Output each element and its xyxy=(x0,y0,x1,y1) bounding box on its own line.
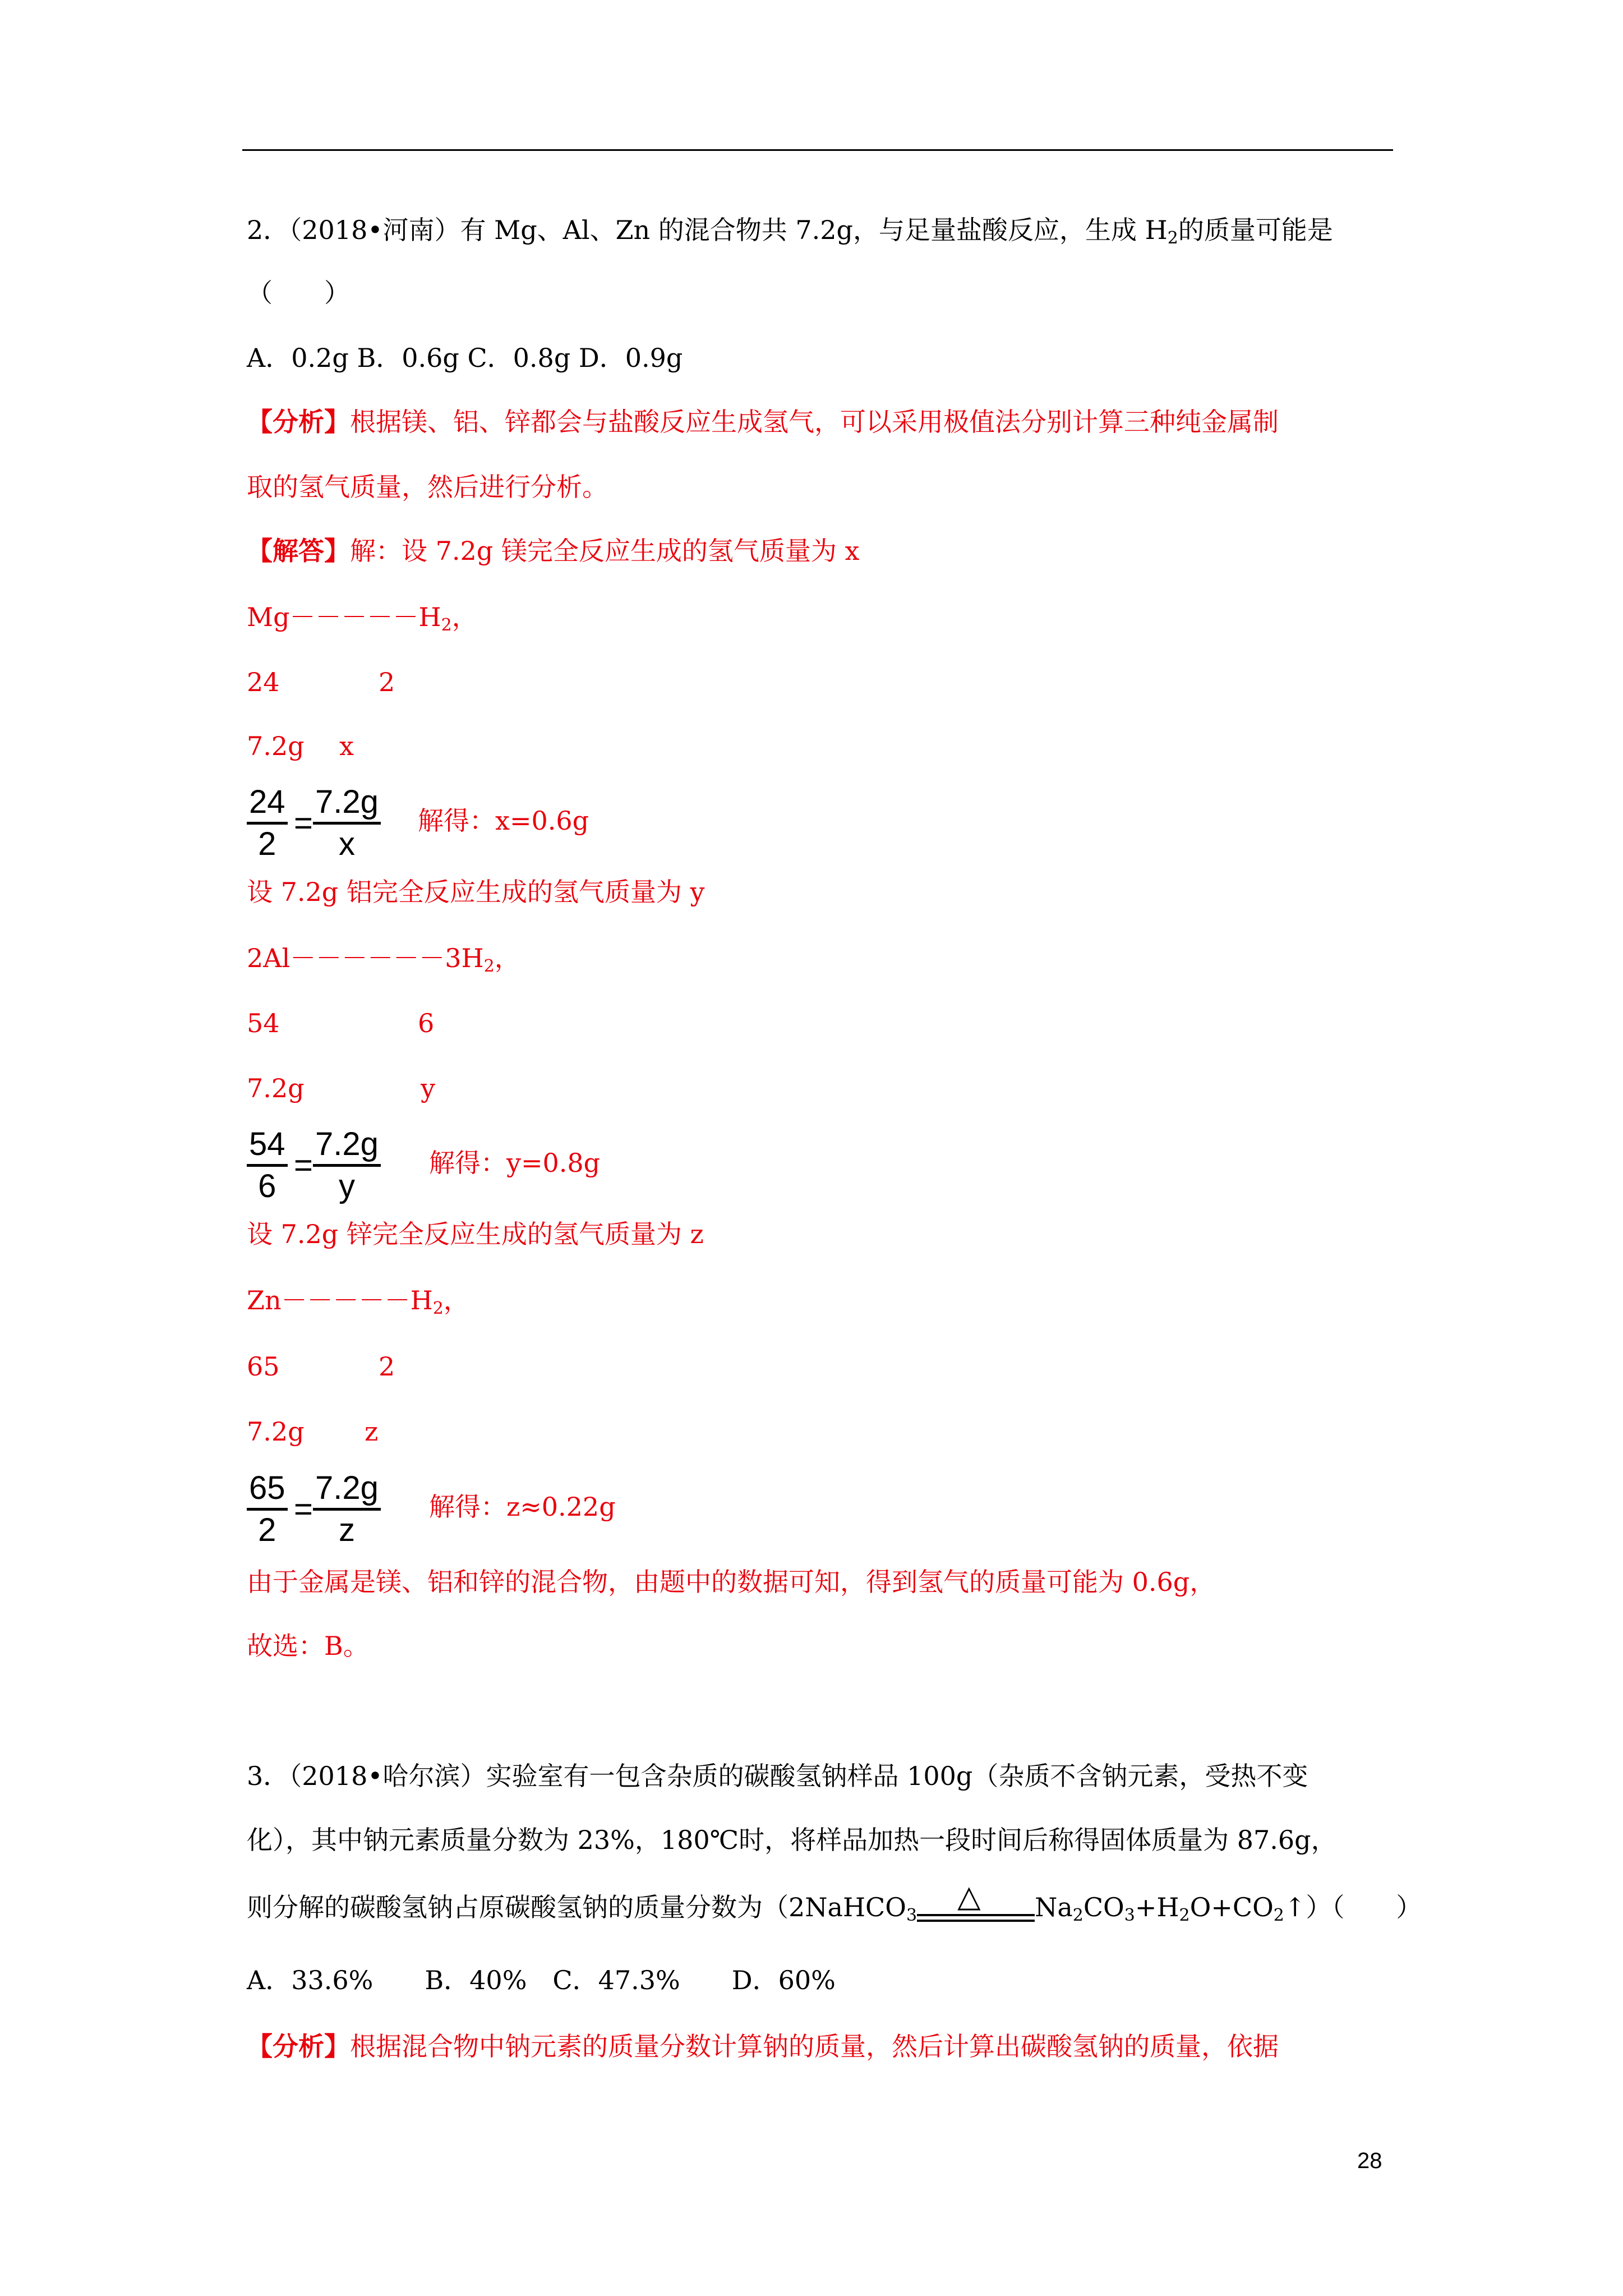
q2-options: A．0.2g B．0.6g C．0.8g D．0.9g xyxy=(247,343,683,373)
zn-ratio-row1: 65 2 xyxy=(247,1351,395,1382)
q3-stem-line2: 化），其中钠元素质量分数为 23%，180℃时，将样品加热一段时间后称得固体质量为 87.6g， xyxy=(247,1825,1337,1855)
q2-analysis-line1: 【分析】根据镁、铝、锌都会与盐酸反应生成氢气，可以采用极值法分别计算三种纯金属制 xyxy=(247,407,1279,437)
q2-conclusion: 由于金属是镁、铝和锌的混合物，由题中的数据可知，得到氢气的质量可能为 0.6g， xyxy=(247,1567,1216,1597)
q3-options: A．33.6% B．40% C．47.3% D．60% xyxy=(247,1965,836,1995)
al-ratio-row2: 7.2g y xyxy=(247,1073,435,1103)
mg-equation: $Mg-----H_2$， xyxy=(247,602,478,635)
heat-condition-arrow: △ xyxy=(917,1893,1035,1926)
mg-ratio-row2: 7.2g x xyxy=(247,731,354,761)
page-number: 28 xyxy=(1357,2148,1382,2173)
zn-solution: 解得：z≈0.22g xyxy=(429,1492,616,1522)
mg-ratio-row1: 24 2 xyxy=(247,667,395,697)
q2-answer-paren: （ ） xyxy=(247,278,350,308)
mg-solution: 解得：x=0.6g xyxy=(418,806,589,836)
q2-stem-line1: 2．（2018•河南）有 Mg、Al、Zn 的混合物共 7.2g，与足量盐酸反应，生成 $H_2$的质量可能是 xyxy=(247,215,1333,248)
q2-answer-line1: 【解答】解：设 7.2g 镁完全反应生成的氢气质量为 x xyxy=(247,536,860,566)
header-rule xyxy=(242,149,1393,151)
zn-equation: $Zn-----H_2$， xyxy=(247,1285,469,1318)
al-solution: 解得：y=0.8g xyxy=(429,1148,601,1178)
zn-ratio-row2: 7.2g z xyxy=(247,1416,379,1447)
q2-analysis-line2: 取的氢气质量，然后进行分析。 xyxy=(247,472,608,502)
q3-analysis-line1: 【分析】根据混合物中钠元素的质量分数计算钠的质量，然后计算出碳酸氢钠的质量，依据 xyxy=(247,2031,1279,2062)
q3-stem-line1: 3．（2018•哈尔滨）实验室有一包含杂质的碳酸氢钠样品 100g（杂质不含钠元素，受热不变 xyxy=(247,1761,1308,1791)
al-setup: 设 7.2g 铝完全反应生成的氢气质量为 y xyxy=(247,877,705,907)
al-ratio-row1: 54 6 xyxy=(247,1008,435,1038)
q2-choice: 故选：B。 xyxy=(247,1631,369,1661)
q3-stem-line3: 则分解的碳酸氢钠占原碳酸氢钠的质量分数为（2NaHCO$_3$ △ $Na_2CO_3+H_2O+CO_2↑$）（ ） xyxy=(247,1879,1422,1925)
al-equation: $2Al------3H_2$， xyxy=(247,943,520,976)
zn-setup: 设 7.2g 锌完全反应生成的氢气质量为 z xyxy=(247,1219,704,1249)
